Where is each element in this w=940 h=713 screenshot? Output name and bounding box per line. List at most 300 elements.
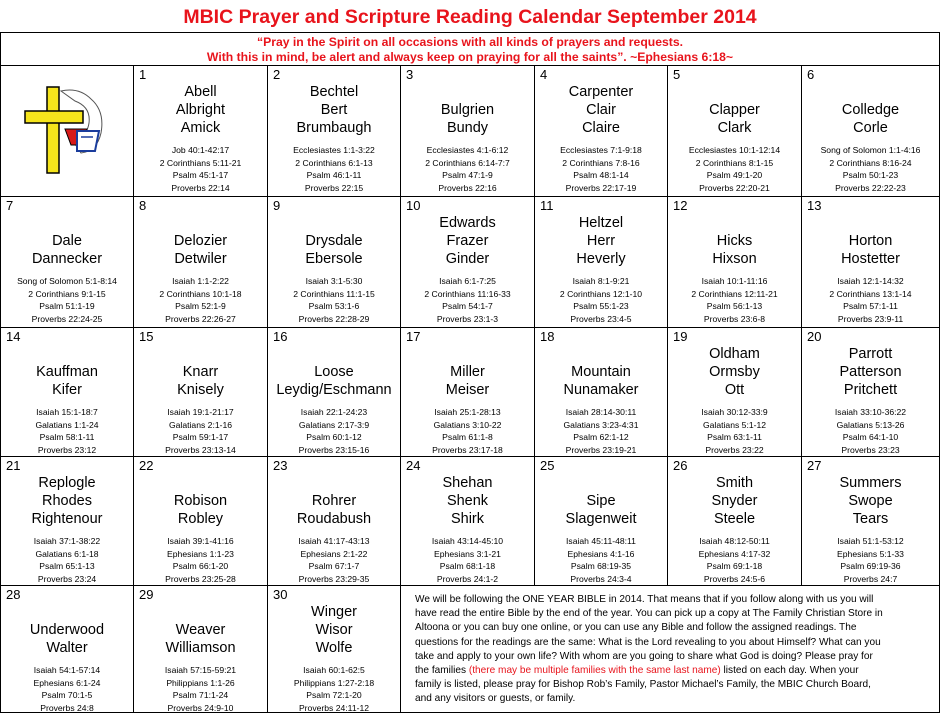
note-highlight: (there may be multiple families with the same last name) — [468, 665, 721, 677]
day-number: 15 — [139, 329, 154, 344]
family-names — [268, 492, 400, 528]
family-name: Corle — [853, 120, 888, 136]
reading: 2 Corinthians 8:1-15 — [695, 157, 774, 168]
scripture-readings — [268, 144, 400, 194]
scripture-readings — [134, 275, 267, 325]
reading: Isaiah 54:1-57:14 — [33, 665, 101, 675]
day-cell-18 — [535, 328, 668, 457]
family-name: Winger — [311, 604, 357, 620]
family-name: Dale — [52, 233, 82, 249]
family-name: Ginder — [445, 251, 490, 267]
reading: Isaiah 33:10-36:22 — [834, 407, 907, 417]
reading: Psalm 63:1-11 — [707, 432, 762, 442]
day-number: 7 — [6, 198, 14, 213]
reading: Psalm 52:1-9 — [175, 301, 226, 311]
reading: Isaiah 39:1-41:16 — [167, 536, 234, 546]
reading: Ephesians 6:1-24 — [33, 677, 101, 688]
reading: Isaiah 60:1-62:5 — [303, 665, 365, 675]
reading: Isaiah 6:1-7:25 — [439, 276, 496, 286]
reading: Galatians 3:23-4:31 — [563, 419, 639, 430]
day-cell-27 — [802, 457, 939, 586]
reading: Psalm 53:1-6 — [308, 301, 360, 311]
family-name: Delozier — [173, 233, 228, 249]
reading: Psalm 48:1-14 — [573, 170, 629, 180]
day-number: 1 — [139, 67, 147, 82]
scripture-readings — [268, 275, 400, 325]
family-name: Smith — [715, 475, 754, 491]
day-number: 13 — [807, 198, 822, 213]
reading: Proverbs 22:16 — [438, 182, 497, 193]
reading: Proverbs 24:8 — [40, 702, 94, 713]
family-names — [1, 621, 133, 657]
reading: Ephesians 3:1-21 — [434, 548, 501, 559]
day-number: 3 — [406, 67, 414, 82]
day-cell-8 — [134, 197, 268, 328]
reading: Ephesians 4:17-32 — [698, 548, 771, 559]
reading: Galatians 1:1-24 — [35, 419, 99, 430]
scripture-readings — [535, 406, 667, 456]
reading: Psalm 71:1-24 — [172, 690, 229, 700]
family-name: Meiser — [445, 382, 490, 398]
family-name: Carpenter — [568, 84, 634, 100]
family-name: Shehan — [442, 475, 493, 491]
family-name: Williamson — [165, 640, 236, 656]
family-name: Shenk — [446, 493, 489, 509]
day-cell-7 — [1, 197, 134, 328]
scripture-readings — [668, 406, 801, 456]
scripture-readings — [802, 275, 939, 325]
reading: 2 Corinthians 10:1-18 — [159, 288, 242, 299]
reading: 2 Corinthians 12:1-10 — [559, 288, 643, 299]
day-cell-20 — [802, 328, 939, 457]
day-number: 22 — [139, 458, 154, 473]
cross-with-dove-and-flame-icon — [21, 81, 113, 181]
reading: Ephesians 1:1-23 — [167, 548, 234, 559]
family-names — [401, 101, 534, 137]
reading: Psalm 59:1-17 — [172, 432, 229, 442]
reading: Psalm 69:19-36 — [840, 561, 901, 571]
family-name: Nunamaker — [563, 382, 639, 398]
reading: Ecclesiastes 7:1-9:18 — [560, 145, 642, 155]
day-cell-2 — [268, 66, 401, 197]
family-name: Tears — [852, 511, 889, 527]
reading: Isaiah 48:12-50:11 — [699, 536, 770, 546]
day-number: 20 — [807, 329, 822, 344]
family-name: Weaver — [175, 622, 226, 638]
family-names — [668, 101, 801, 137]
family-names — [134, 621, 267, 657]
family-names — [268, 83, 400, 137]
reading: Proverbs 23:17-18 — [432, 444, 503, 455]
day-cell-10 — [401, 197, 535, 328]
reading: Proverbs 24:5-6 — [703, 573, 766, 584]
reading: Isaiah 43:14-45:10 — [431, 536, 504, 546]
family-name: Snyder — [711, 493, 758, 509]
reading: 2 Corinthians 9:1-15 — [28, 288, 106, 299]
family-name: Slagenweit — [565, 511, 637, 527]
family-names — [401, 363, 534, 399]
reading: Psalm 51:1-19 — [39, 301, 95, 311]
family-names — [401, 214, 534, 268]
reading-note — [401, 586, 939, 713]
day-cell-22 — [134, 457, 268, 586]
family-name: Dannecker — [31, 251, 103, 267]
note-line: family is listed, please pray for Bishop Rob’s Family, Pastor Michael’s Family, the MBIC Church Board, — [415, 679, 871, 691]
family-name: Walter — [46, 640, 88, 656]
scripture-readings — [134, 144, 267, 194]
family-name: Heltzel — [578, 215, 624, 231]
family-names — [134, 492, 267, 528]
reading: Psalm 49:1-20 — [706, 170, 763, 180]
day-number: 4 — [540, 67, 548, 82]
reading: Song of Solomon 1:1-4:16 — [820, 145, 921, 155]
family-name: Knisely — [177, 382, 224, 398]
reading: Isaiah 45:11-48:11 — [566, 536, 636, 546]
day-cell-1 — [134, 66, 268, 197]
family-name: Rhodes — [42, 493, 92, 509]
family-name: Swope — [848, 493, 893, 509]
reading: Proverbs 23:22 — [705, 444, 764, 455]
family-name: Roudabush — [296, 511, 372, 527]
reading: Psalm 55:1-23 — [573, 301, 629, 311]
family-name: Hicks — [716, 233, 753, 249]
family-name: Pritchett — [843, 382, 898, 398]
day-cell-3 — [401, 66, 535, 197]
day-cell-23 — [268, 457, 401, 586]
family-name: Albright — [175, 102, 226, 118]
day-number: 6 — [807, 67, 815, 82]
reading: Galatians 6:1-18 — [35, 548, 99, 559]
reading: Psalm 46:1-11 — [306, 170, 362, 180]
family-name: Bechtel — [309, 84, 359, 100]
reading: 2 Corinthians 7:8-16 — [562, 157, 640, 168]
scripture-readings — [1, 275, 133, 325]
family-name: Kauffman — [36, 364, 98, 380]
day-cell-24 — [401, 457, 535, 586]
family-name: Robison — [173, 493, 228, 509]
note-line: We will be following the ONE YEAR BIBLE in 2014. That means that if you follow along with us you will — [415, 594, 874, 605]
reading: Proverbs 22:15 — [304, 182, 364, 193]
family-names — [1, 232, 133, 268]
scripture-readings — [401, 144, 534, 194]
family-name: Bert — [320, 102, 348, 118]
scripture-readings — [1, 535, 133, 585]
family-name: Knarr — [182, 364, 219, 380]
calendar-grid — [1, 66, 939, 713]
reading: Proverbs 22:26-27 — [165, 313, 236, 324]
reading: Isaiah 19:1-21:17 — [167, 407, 234, 417]
day-number: 23 — [273, 458, 288, 473]
family-names — [535, 83, 667, 137]
day-cell-21 — [1, 457, 134, 586]
family-name: Ott — [724, 382, 745, 398]
reading: Isaiah 30:12-33:9 — [701, 407, 768, 417]
family-name: Clark — [717, 120, 752, 136]
reading: Isaiah 28:14-30:11 — [565, 407, 637, 417]
family-names — [668, 345, 801, 399]
reading: Isaiah 12:1-14:32 — [837, 276, 904, 286]
family-name: Robley — [177, 511, 224, 527]
family-names — [268, 363, 400, 399]
reading: Proverbs 23:19-21 — [565, 444, 637, 455]
reading: Proverbs 23:6-8 — [703, 313, 766, 324]
family-names — [134, 83, 267, 137]
reading: Ecclesiastes 4:1-6:12 — [426, 145, 509, 155]
reading: Proverbs 22:22-23 — [835, 182, 906, 193]
reading: Psalm 68:1-18 — [439, 561, 496, 571]
family-name: Herr — [586, 233, 616, 249]
reading: Proverbs 24:7 — [843, 573, 898, 584]
reading: Psalm 50:1-23 — [842, 170, 899, 180]
family-names — [401, 474, 534, 528]
reading: Proverbs 22:14 — [171, 182, 230, 193]
reading: Psalm 57:1-11 — [843, 301, 898, 311]
reading: 2 Corinthians 6:1-13 — [295, 157, 373, 168]
reading: 2 Corinthians 8:16-24 — [829, 157, 912, 168]
reading: Proverbs 23:12 — [37, 444, 97, 455]
quote-line-1: “Pray in the Spirit on all occasions with all kinds of prayers and requests. — [256, 35, 683, 49]
reading: 2 Corinthians 5:11-21 — [159, 157, 242, 168]
day-cell-14 — [1, 328, 134, 457]
family-name: Rohrer — [311, 493, 357, 509]
note-line: questions for the readings are the same: What is the Lord revealing to you about Himself? What can you — [415, 636, 881, 648]
reading: Isaiah 1:1-2:22 — [172, 276, 229, 286]
note-line: Altoona or you can buy one online, or you can use any Bible and follow the assigned readings. The — [415, 622, 857, 634]
scripture-readings — [134, 406, 267, 456]
reading: Psalm 65:1-13 — [39, 561, 95, 571]
reading: Proverbs 23:15-16 — [298, 444, 370, 455]
day-cell-13 — [802, 197, 939, 328]
family-names — [802, 101, 939, 137]
reading: 2 Corinthians 11:1-15 — [293, 288, 375, 299]
family-name: Parrott — [848, 346, 893, 362]
reading: Isaiah 57:15-59:21 — [164, 665, 237, 675]
day-number: 14 — [6, 329, 21, 344]
scripture-readings — [134, 664, 267, 713]
reading: Proverbs 23:25-28 — [165, 573, 236, 584]
family-name: Leydig/Eschmann — [276, 382, 392, 398]
note-line: take and apply to your own life? With whom are you going to share what God is doing? Please pray for — [415, 650, 873, 662]
reading: 2 Corinthians 6:14-7:7 — [425, 157, 510, 168]
reading: Isaiah 22:1-24:23 — [300, 407, 368, 417]
scripture-readings — [802, 406, 939, 456]
day-number: 18 — [540, 329, 555, 344]
reading: Isaiah 51:1-53:12 — [837, 536, 904, 546]
reading: Galatians 2:17-3:9 — [298, 419, 370, 430]
family-names — [802, 232, 939, 268]
reading: Psalm 64:1-10 — [842, 432, 899, 442]
reading: Isaiah 41:17-43:13 — [298, 536, 370, 546]
reading: Proverbs 24:9-10 — [167, 702, 234, 713]
day-cell-17 — [401, 328, 535, 457]
reading: Isaiah 3:1-5:30 — [305, 276, 363, 286]
reading: Job 40:1-42:17 — [171, 145, 230, 155]
family-names — [268, 603, 400, 657]
reading: Psalm 60:1-12 — [306, 432, 362, 442]
reading: Ephesians 4:1-16 — [567, 548, 635, 559]
reading: Philippians 1:27-2:18 — [293, 677, 375, 688]
family-name: Amick — [180, 120, 221, 136]
reading: Psalm 70:1-5 — [41, 690, 93, 700]
family-names — [535, 214, 667, 268]
day-number: 29 — [139, 587, 154, 602]
family-name: Edwards — [439, 215, 496, 231]
family-names — [134, 363, 267, 399]
scripture-readings — [1, 664, 133, 713]
family-name: Heverly — [576, 251, 626, 267]
reading: Philippians 1:1-26 — [166, 677, 235, 688]
family-name: Hostetter — [841, 251, 900, 267]
day-cell-12 — [668, 197, 802, 328]
day-number: 21 — [6, 458, 21, 473]
day-number: 9 — [273, 198, 281, 213]
scripture-readings — [668, 144, 801, 194]
reading: Proverbs 24:3-4 — [570, 573, 632, 584]
family-name: Oldham — [709, 346, 760, 362]
reading: Psalm 54:1-7 — [442, 301, 493, 311]
reading: Galatians 2:1-16 — [168, 419, 233, 430]
family-name: Wisor — [315, 622, 353, 638]
family-name: Steele — [713, 511, 756, 527]
day-number: 16 — [273, 329, 288, 344]
reading: Proverbs 22:24-25 — [31, 313, 103, 324]
note-text: listed on each day. When your — [720, 665, 859, 677]
reading: Psalm 68:19-35 — [570, 561, 632, 571]
scripture-readings — [802, 535, 939, 585]
day-number: 26 — [673, 458, 688, 473]
scripture-readings — [268, 535, 400, 585]
family-name: Underwood — [29, 622, 105, 638]
family-name: Mountain — [571, 364, 631, 380]
day-cell-30 — [268, 586, 401, 713]
family-name: Drysdale — [305, 233, 363, 249]
scripture-readings — [802, 144, 939, 194]
scripture-readings — [401, 406, 534, 456]
reading: 2 Corinthians 12:11-21 — [691, 288, 778, 299]
family-name: Miller — [450, 364, 485, 380]
day-number: 24 — [406, 458, 421, 473]
family-names — [668, 232, 801, 268]
logo-cell — [1, 66, 134, 197]
day-cell-29 — [134, 586, 268, 713]
day-number: 17 — [406, 329, 421, 344]
day-number: 10 — [406, 198, 421, 213]
day-number: 28 — [6, 587, 21, 602]
family-name: Abell — [184, 84, 217, 100]
scripture-readings — [268, 406, 400, 456]
family-name: Frazer — [446, 233, 489, 249]
reading: Galatians 5:1-12 — [702, 419, 767, 430]
reading: Proverbs 23:9-11 — [837, 313, 904, 324]
scripture-readings — [535, 535, 667, 585]
family-name: Bundy — [446, 120, 489, 136]
family-name: Claire — [582, 120, 620, 136]
reading: Galatians 3:10-22 — [433, 419, 502, 430]
day-cell-11 — [535, 197, 668, 328]
note-line: have read the entire Bible by the end of the year. You can pick up a copy at The Family Christian Store in — [415, 608, 883, 620]
scripture-readings — [668, 275, 801, 325]
reading: Psalm 67:1-7 — [308, 561, 360, 571]
family-name: Patterson — [839, 364, 902, 380]
day-number: 8 — [139, 198, 147, 213]
day-cell-16 — [268, 328, 401, 457]
reading: Psalm 66:1-20 — [172, 561, 229, 571]
scripture-readings — [535, 275, 667, 325]
day-number: 5 — [673, 67, 681, 82]
scripture-readings — [1, 406, 133, 456]
day-cell-26 — [668, 457, 802, 586]
family-name: Wolfe — [315, 640, 353, 656]
family-name: Clair — [586, 102, 616, 118]
family-name: Horton — [848, 233, 893, 249]
family-name: Kifer — [52, 382, 82, 398]
reading: Proverbs 24:11-12 — [298, 702, 370, 713]
day-number: 25 — [540, 458, 555, 473]
note-text: the families — [415, 665, 469, 677]
reading: Psalm 58:1-11 — [39, 432, 95, 442]
note-line — [415, 664, 933, 678]
reading: Proverbs 22:28-29 — [298, 313, 370, 324]
reading: Psalm 69:1-18 — [706, 561, 763, 571]
calendar — [0, 32, 940, 713]
day-number: 12 — [673, 198, 688, 213]
family-name: Bulgrien — [440, 102, 495, 118]
family-name: Ormsby — [709, 364, 760, 380]
reading: Proverbs 23:24 — [37, 573, 97, 584]
family-name: Detwiler — [174, 251, 227, 267]
scripture-readings — [134, 535, 267, 585]
family-name: Sipe — [586, 493, 616, 509]
scripture-readings — [268, 664, 400, 713]
reading: Psalm 47:1-9 — [442, 170, 493, 180]
reading: Proverbs 23:13-14 — [165, 444, 236, 455]
day-number: 2 — [273, 67, 281, 82]
reading: Psalm 61:1-8 — [442, 432, 493, 442]
day-cell-5 — [668, 66, 802, 197]
quote-line-2: With this in mind, be alert and always keep on praying for all the saints”. ~Ephesians 6:18~ — [206, 50, 734, 64]
scripture-readings — [401, 275, 534, 325]
family-names — [134, 232, 267, 268]
scripture-quote — [1, 33, 939, 66]
reading: Proverbs 22:17-19 — [565, 182, 637, 193]
day-cell-19 — [668, 328, 802, 457]
reading: Psalm 62:1-12 — [573, 432, 629, 442]
family-names — [268, 232, 400, 268]
reading: Psalm 72:1-20 — [306, 690, 362, 700]
reading: Ecclesiastes 10:1-12:14 — [688, 145, 781, 155]
day-cell-9 — [268, 197, 401, 328]
family-name: Clapper — [709, 102, 760, 118]
family-names — [802, 345, 939, 399]
day-number: 30 — [273, 587, 288, 602]
note-line: and any visitors or guests, or family. — [415, 693, 576, 705]
family-names — [535, 363, 667, 399]
scripture-readings — [668, 535, 801, 585]
reading: Isaiah 37:1-38:22 — [33, 536, 101, 546]
day-cell-25 — [535, 457, 668, 586]
reading: Proverbs 23:4-5 — [570, 313, 632, 324]
reading: Song of Solomon 5:1-8:14 — [17, 276, 117, 286]
day-cell-28 — [1, 586, 134, 713]
family-names — [535, 492, 667, 528]
reading: Proverbs 23:23 — [841, 444, 900, 455]
family-name: Ebersole — [305, 251, 363, 267]
family-name: Colledge — [841, 102, 900, 118]
family-names — [1, 363, 133, 399]
day-cell-6 — [802, 66, 939, 197]
reading: Ephesians 2:1-22 — [300, 548, 368, 559]
reading: Isaiah 25:1-28:13 — [434, 407, 501, 417]
